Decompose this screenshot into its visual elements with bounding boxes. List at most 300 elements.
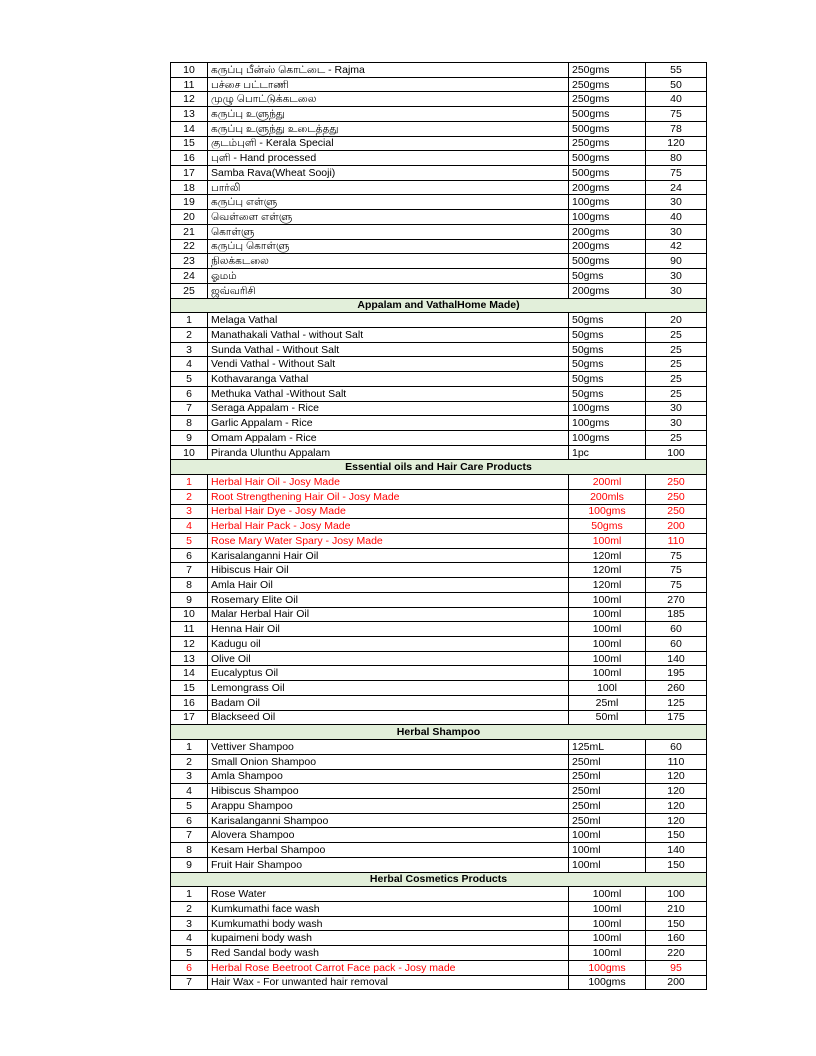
table-row [171,430,707,445]
item-name-cell: Vendi Vathal - Without Salt [208,357,569,372]
price-cell: 40 [646,210,707,225]
table-row [171,195,707,210]
row-number-cell: 4 [171,931,208,946]
item-name-cell: Red Sandal body wash [208,946,569,961]
item-name-cell: Rosemary Elite Oil [208,592,569,607]
quantity-cell: 500gms [569,254,646,269]
quantity-cell: 100ml [569,607,646,622]
item-name-cell: Kadugu oil [208,637,569,652]
section-header: Appalam and VathalHome Made) [171,298,707,313]
item-name-cell: Sunda Vathal - Without Salt [208,342,569,357]
quantity-cell: 250ml [569,754,646,769]
item-name-cell: Hibiscus Shampoo [208,784,569,799]
table-row [171,666,707,681]
quantity-cell: 50gms [569,519,646,534]
item-name-cell: Seraga Appalam - Rice [208,401,569,416]
quantity-cell: 50gms [569,372,646,387]
quantity-cell: 120ml [569,548,646,563]
table-row [171,681,707,696]
item-name-cell: கருப்பு எள்ளு [208,195,569,210]
item-name-cell: Malar Herbal Hair Oil [208,607,569,622]
item-name-cell: Lemongrass Oil [208,681,569,696]
table-row [171,651,707,666]
quantity-cell: 200ml [569,475,646,490]
row-number-cell: 22 [171,239,208,254]
table-row [171,975,707,990]
price-cell: 25 [646,342,707,357]
table-row [171,607,707,622]
quantity-cell: 250gms [569,77,646,92]
row-number-cell: 21 [171,224,208,239]
item-name-cell: Methuka Vathal -Without Salt [208,386,569,401]
table-row [171,784,707,799]
row-number-cell: 15 [171,681,208,696]
table-row [171,637,707,652]
item-name-cell: நிலக்கடலை [208,254,569,269]
row-number-cell: 8 [171,843,208,858]
price-cell: 25 [646,386,707,401]
quantity-cell: 100gms [569,430,646,445]
price-cell: 25 [646,327,707,342]
price-cell: 140 [646,651,707,666]
price-cell: 175 [646,710,707,725]
price-cell: 60 [646,740,707,755]
price-cell: 220 [646,946,707,961]
item-name-cell: Herbal Hair Oil - Josy Made [208,475,569,490]
quantity-cell: 250gms [569,92,646,107]
price-cell: 150 [646,828,707,843]
row-number-cell: 5 [171,534,208,549]
table-row [171,916,707,931]
quantity-cell: 200gms [569,180,646,195]
section-header: Herbal Shampoo [171,725,707,740]
row-number-cell: 3 [171,769,208,784]
item-name-cell: Herbal Hair Dye - Josy Made [208,504,569,519]
table-row [171,63,707,78]
quantity-cell: 100ml [569,857,646,872]
table-row [171,695,707,710]
row-number-cell: 18 [171,180,208,195]
quantity-cell: 100ml [569,637,646,652]
price-cell: 200 [646,519,707,534]
table-row [171,166,707,181]
price-cell: 30 [646,269,707,284]
table-row [171,710,707,725]
quantity-cell: 250gms [569,63,646,78]
table-row [171,357,707,372]
quantity-cell: 100ml [569,534,646,549]
row-number-cell: 6 [171,813,208,828]
row-number-cell: 24 [171,269,208,284]
item-name-cell: Kothavaranga Vathal [208,372,569,387]
quantity-cell: 500gms [569,166,646,181]
price-cell: 25 [646,357,707,372]
quantity-cell: 50gms [569,269,646,284]
quantity-cell: 250gms [569,136,646,151]
price-cell: 120 [646,784,707,799]
item-name-cell: Manathakali Vathal - without Salt [208,327,569,342]
item-name-cell: Herbal Hair Pack - Josy Made [208,519,569,534]
item-name-cell: Kesam Herbal Shampoo [208,843,569,858]
row-number-cell: 3 [171,504,208,519]
item-name-cell: Samba Rava(Wheat Sooji) [208,166,569,181]
item-name-cell: Rose Water [208,887,569,902]
price-cell: 120 [646,769,707,784]
item-name-cell: வெள்ளை எள்ளு [208,210,569,225]
price-cell: 75 [646,107,707,122]
row-number-cell: 8 [171,578,208,593]
table-row [171,151,707,166]
quantity-cell: 100gms [569,960,646,975]
price-cell: 250 [646,504,707,519]
table-row [171,445,707,460]
item-name-cell: Olive Oil [208,651,569,666]
price-cell: 30 [646,283,707,298]
price-cell: 100 [646,445,707,460]
price-cell: 185 [646,607,707,622]
price-cell: 50 [646,77,707,92]
table-row [171,386,707,401]
quantity-cell: 50ml [569,710,646,725]
row-number-cell: 12 [171,637,208,652]
row-number-cell: 2 [171,901,208,916]
table-row [171,798,707,813]
price-cell: 260 [646,681,707,696]
quantity-cell: 100ml [569,946,646,961]
item-name-cell: Fruit Hair Shampoo [208,857,569,872]
row-number-cell: 5 [171,946,208,961]
row-number-cell: 5 [171,372,208,387]
price-cell: 150 [646,916,707,931]
quantity-cell: 50gms [569,357,646,372]
quantity-cell: 100gms [569,210,646,225]
row-number-cell: 2 [171,489,208,504]
item-name-cell: Hibiscus Hair Oil [208,563,569,578]
quantity-cell: 200gms [569,283,646,298]
item-name-cell: பார்லி [208,180,569,195]
price-cell: 110 [646,534,707,549]
item-name-cell: Rose Mary Water Spary - Josy Made [208,534,569,549]
table-row [171,269,707,284]
quantity-cell: 100ml [569,843,646,858]
item-name-cell: Kumkumathi body wash [208,916,569,931]
quantity-cell: 100ml [569,916,646,931]
row-number-cell: 10 [171,445,208,460]
row-number-cell: 10 [171,63,208,78]
table-row [171,622,707,637]
quantity-cell: 100gms [569,401,646,416]
price-table [170,62,707,990]
table-row [171,283,707,298]
table-row [171,504,707,519]
quantity-cell: 1pc [569,445,646,460]
item-name-cell: கருப்பு கொள்ளு [208,239,569,254]
quantity-cell: 50gms [569,313,646,328]
table-row [171,224,707,239]
price-cell: 110 [646,754,707,769]
item-name-cell: Blackseed Oil [208,710,569,725]
price-cell: 30 [646,195,707,210]
price-cell: 30 [646,224,707,239]
item-name-cell: ஓமம் [208,269,569,284]
table-row [171,327,707,342]
table-row [171,92,707,107]
item-name-cell: Herbal Rose Beetroot Carrot Face pack - Josy made [208,960,569,975]
price-cell: 140 [646,843,707,858]
price-cell: 80 [646,151,707,166]
item-name-cell: Vettiver Shampoo [208,740,569,755]
item-name-cell: கருப்பு பீன்ஸ் கொட்டை - Rajma [208,63,569,78]
item-name-cell: புளி - Hand processed [208,151,569,166]
table-row [171,769,707,784]
row-number-cell: 17 [171,166,208,181]
table-row [171,592,707,607]
row-number-cell: 3 [171,342,208,357]
item-name-cell: Arappu Shampoo [208,798,569,813]
row-number-cell: 6 [171,386,208,401]
table-row [171,342,707,357]
table-row [171,239,707,254]
row-number-cell: 15 [171,136,208,151]
row-number-cell: 1 [171,313,208,328]
table-row [171,107,707,122]
item-name-cell: Amla Shampoo [208,769,569,784]
row-number-cell: 20 [171,210,208,225]
row-number-cell: 6 [171,960,208,975]
item-name-cell: Kumkumathi face wash [208,901,569,916]
section-header-row [171,460,707,475]
item-name-cell: குடம்புளி - Kerala Special [208,136,569,151]
price-cell: 30 [646,401,707,416]
item-name-cell: Karisalanganni Hair Oil [208,548,569,563]
price-cell: 78 [646,121,707,136]
item-name-cell: Henna Hair Oil [208,622,569,637]
row-number-cell: 2 [171,754,208,769]
quantity-cell: 200mls [569,489,646,504]
price-cell: 120 [646,813,707,828]
item-name-cell: கருப்பு உளுந்து உடைத்தது [208,121,569,136]
price-cell: 24 [646,180,707,195]
row-number-cell: 4 [171,519,208,534]
item-name-cell: Alovera Shampoo [208,828,569,843]
table-row [171,754,707,769]
table-row [171,887,707,902]
row-number-cell: 13 [171,651,208,666]
item-name-cell: கருப்பு உளுந்து [208,107,569,122]
table-row [171,857,707,872]
price-cell: 25 [646,372,707,387]
section-header-row [171,725,707,740]
section-header-row [171,298,707,313]
row-number-cell: 7 [171,828,208,843]
price-cell: 90 [646,254,707,269]
quantity-cell: 200gms [569,224,646,239]
quantity-cell: 200gms [569,239,646,254]
price-cell: 42 [646,239,707,254]
table-row [171,121,707,136]
table-row [171,136,707,151]
item-name-cell: Small Onion Shampoo [208,754,569,769]
section-header: Essential oils and Hair Care Products [171,460,707,475]
item-name-cell: Eucalyptus Oil [208,666,569,681]
item-name-cell: Badam Oil [208,695,569,710]
item-name-cell: Piranda Ulunthu Appalam [208,445,569,460]
row-number-cell: 6 [171,548,208,563]
row-number-cell: 4 [171,784,208,799]
row-number-cell: 17 [171,710,208,725]
quantity-cell: 250ml [569,784,646,799]
row-number-cell: 14 [171,121,208,136]
quantity-cell: 100ml [569,931,646,946]
price-cell: 75 [646,166,707,181]
price-cell: 20 [646,313,707,328]
table-row [171,416,707,431]
quantity-cell: 250ml [569,813,646,828]
row-number-cell: 1 [171,887,208,902]
row-number-cell: 8 [171,416,208,431]
price-cell: 250 [646,475,707,490]
quantity-cell: 100gms [569,975,646,990]
price-cell: 60 [646,637,707,652]
item-name-cell: ஜவ்வரிசி [208,283,569,298]
quantity-cell: 50gms [569,342,646,357]
price-cell: 75 [646,563,707,578]
table-row [171,313,707,328]
quantity-cell: 100ml [569,622,646,637]
price-cell: 30 [646,416,707,431]
item-name-cell: கொள்ளு [208,224,569,239]
quantity-cell: 25ml [569,695,646,710]
price-cell: 40 [646,92,707,107]
row-number-cell: 11 [171,77,208,92]
row-number-cell: 7 [171,975,208,990]
quantity-cell: 250ml [569,769,646,784]
row-number-cell: 9 [171,592,208,607]
table-row [171,401,707,416]
row-number-cell: 1 [171,740,208,755]
item-name-cell: Amla Hair Oil [208,578,569,593]
price-cell: 250 [646,489,707,504]
row-number-cell: 4 [171,357,208,372]
price-cell: 75 [646,578,707,593]
item-name-cell: Hair Wax - For unwanted hair removal [208,975,569,990]
quantity-cell: 120ml [569,563,646,578]
quantity-cell: 100ml [569,901,646,916]
row-number-cell: 16 [171,695,208,710]
price-cell: 55 [646,63,707,78]
table-row [171,475,707,490]
table-row [171,77,707,92]
row-number-cell: 23 [171,254,208,269]
item-name-cell: Root Strengthening Hair Oil - Josy Made [208,489,569,504]
row-number-cell: 9 [171,430,208,445]
table-row [171,534,707,549]
price-cell: 125 [646,695,707,710]
row-number-cell: 7 [171,563,208,578]
row-number-cell: 19 [171,195,208,210]
quantity-cell: 100l [569,681,646,696]
row-number-cell: 5 [171,798,208,813]
price-cell: 150 [646,857,707,872]
quantity-cell: 100ml [569,887,646,902]
item-name-cell: பச்சை பட்டாணி [208,77,569,92]
quantity-cell: 500gms [569,107,646,122]
quantity-cell: 100gms [569,504,646,519]
quantity-cell: 500gms [569,121,646,136]
item-name-cell: Melaga Vathal [208,313,569,328]
item-name-cell: Garlic Appalam - Rice [208,416,569,431]
row-number-cell: 9 [171,857,208,872]
quantity-cell: 120ml [569,578,646,593]
item-name-cell: kupaimeni body wash [208,931,569,946]
price-cell: 200 [646,975,707,990]
price-cell: 120 [646,798,707,813]
table-row [171,519,707,534]
quantity-cell: 100ml [569,592,646,607]
price-cell: 195 [646,666,707,681]
row-number-cell: 16 [171,151,208,166]
row-number-cell: 11 [171,622,208,637]
table-row [171,489,707,504]
table-row [171,210,707,225]
table-row [171,828,707,843]
table-row [171,254,707,269]
quantity-cell: 100ml [569,828,646,843]
price-cell: 120 [646,136,707,151]
row-number-cell: 2 [171,327,208,342]
table-row [171,180,707,195]
price-cell: 210 [646,901,707,916]
price-cell: 100 [646,887,707,902]
table-row [171,901,707,916]
table-row [171,548,707,563]
price-cell: 25 [646,430,707,445]
quantity-cell: 100gms [569,416,646,431]
table-row [171,813,707,828]
price-cell: 60 [646,622,707,637]
price-cell: 75 [646,548,707,563]
row-number-cell: 13 [171,107,208,122]
item-name-cell: முழு பொட்டுக்கடலை [208,92,569,107]
row-number-cell: 3 [171,916,208,931]
table-row [171,563,707,578]
row-number-cell: 14 [171,666,208,681]
quantity-cell: 250ml [569,798,646,813]
section-header: Herbal Cosmetics Products [171,872,707,887]
row-number-cell: 7 [171,401,208,416]
row-number-cell: 25 [171,283,208,298]
table-row [171,740,707,755]
quantity-cell: 100ml [569,666,646,681]
quantity-cell: 125mL [569,740,646,755]
table-row [171,843,707,858]
quantity-cell: 500gms [569,151,646,166]
quantity-cell: 50gms [569,386,646,401]
section-header-row [171,872,707,887]
quantity-cell: 100ml [569,651,646,666]
table-row [171,931,707,946]
price-table-body [171,63,707,990]
row-number-cell: 10 [171,607,208,622]
price-cell: 160 [646,931,707,946]
item-name-cell: Karisalanganni Shampoo [208,813,569,828]
table-row [171,946,707,961]
table-row [171,960,707,975]
quantity-cell: 50gms [569,327,646,342]
price-cell: 95 [646,960,707,975]
row-number-cell: 12 [171,92,208,107]
price-cell: 270 [646,592,707,607]
